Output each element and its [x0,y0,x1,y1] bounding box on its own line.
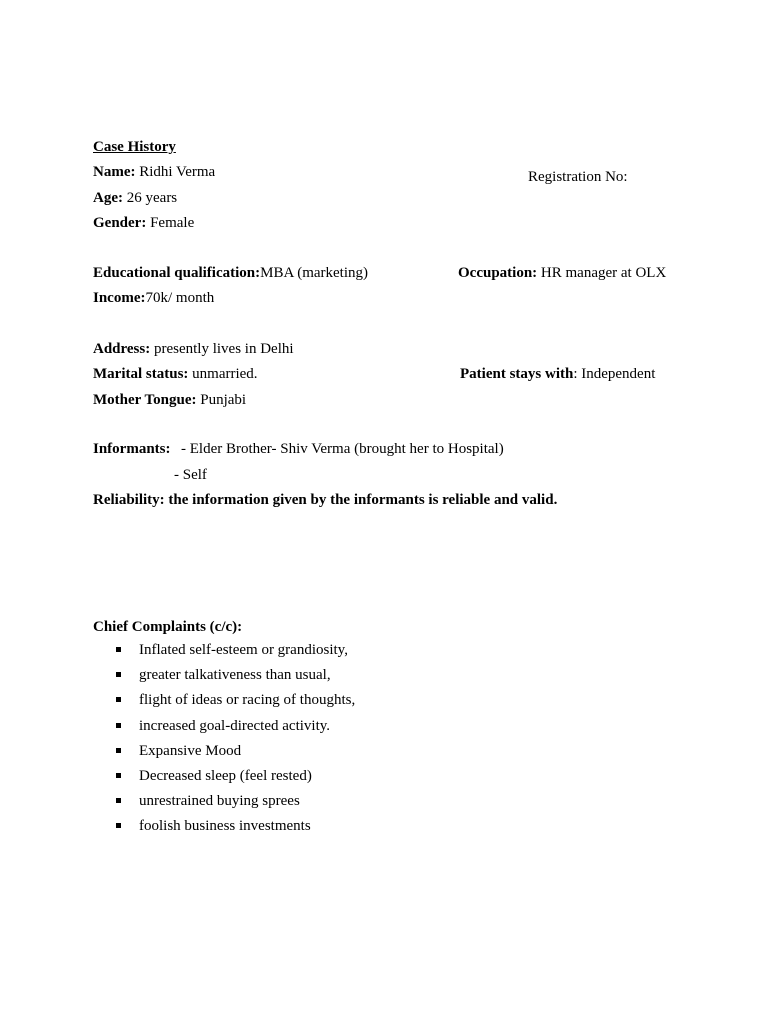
list-item [116,741,355,766]
list-item [116,791,355,816]
list-item-text: Expansive Mood [139,742,242,759]
list-item-text: foolish business investments [139,818,311,835]
bullet-square-icon [116,723,121,728]
list-item-text: greater talkativeness than usual, [139,667,331,684]
occupation-value: HR manager at OLX [537,265,667,281]
income-value: 70k/ month [145,290,215,306]
address-row [93,340,294,358]
list-item-text: flight of ideas or racing of thoughts, [139,692,356,709]
stays-label: Patient stays with [460,366,574,382]
income-label: Income: [93,290,146,306]
chief-complaints-heading [93,618,242,636]
list-item [116,716,355,741]
income-row [93,289,214,307]
tongue-label: Mother Tongue: [93,392,197,408]
informants-label: Informants: [93,441,171,457]
age-row [93,189,177,207]
case-history-title: Case History [93,139,176,155]
occupation-row [458,264,666,282]
informant-item: - Elder Brother- Shiv Verma (brought her to Hospital) [181,441,504,457]
marital-value: unmarried. [188,366,258,382]
reliability-statement [93,491,557,509]
bullet-square-icon [116,697,121,702]
education-row [93,264,368,282]
age-value: 26 years [123,190,178,206]
name-label: Name: [93,164,136,180]
bullet-square-icon [116,672,121,677]
chief-complaints-list [116,640,355,842]
list-item [116,766,355,791]
stays-value: : Independent [573,366,656,382]
marital-label: Marital status: [93,366,189,382]
bullet-square-icon [116,748,121,753]
bullet-square-icon [116,798,121,803]
list-item [116,816,355,841]
informants-row [93,440,171,458]
age-label: Age: [93,190,123,206]
reliability-text: Reliability: the information given by the informants is reliable and valid. [93,492,558,508]
bullet-square-icon [116,773,121,778]
marital-row [93,365,258,383]
list-item-text: Decreased sleep (feel rested) [139,767,312,784]
gender-value: Female [146,215,195,231]
gender-row [93,214,194,232]
list-item-text: unrestrained buying sprees [139,793,300,810]
list-item-text: Inflated self-esteem or grandiosity, [139,642,348,658]
list-item [116,665,355,690]
occupation-label: Occupation: [458,265,538,281]
name-value: Ridhi Verma [135,164,216,180]
tongue-row [93,391,246,409]
address-label: Address: [93,341,151,357]
education-label: Educational qualification: [93,265,261,281]
list-item [116,690,355,715]
bullet-square-icon [116,647,121,652]
stays-row [460,365,655,383]
tongue-value: Punjabi [196,392,247,408]
list-item [116,640,355,665]
list-item-text: increased goal-directed activity. [139,717,331,734]
registration-label: Registration No: [528,169,628,185]
chief-complaints-heading-text: Chief Complaints (c/c): [93,619,243,635]
gender-label: Gender: [93,215,147,231]
name-row [93,163,215,181]
informant-item: - Self [174,467,207,483]
address-value: presently lives in Delhi [150,341,294,357]
bullet-square-icon [116,823,121,828]
education-value: MBA (marketing) [260,265,369,281]
